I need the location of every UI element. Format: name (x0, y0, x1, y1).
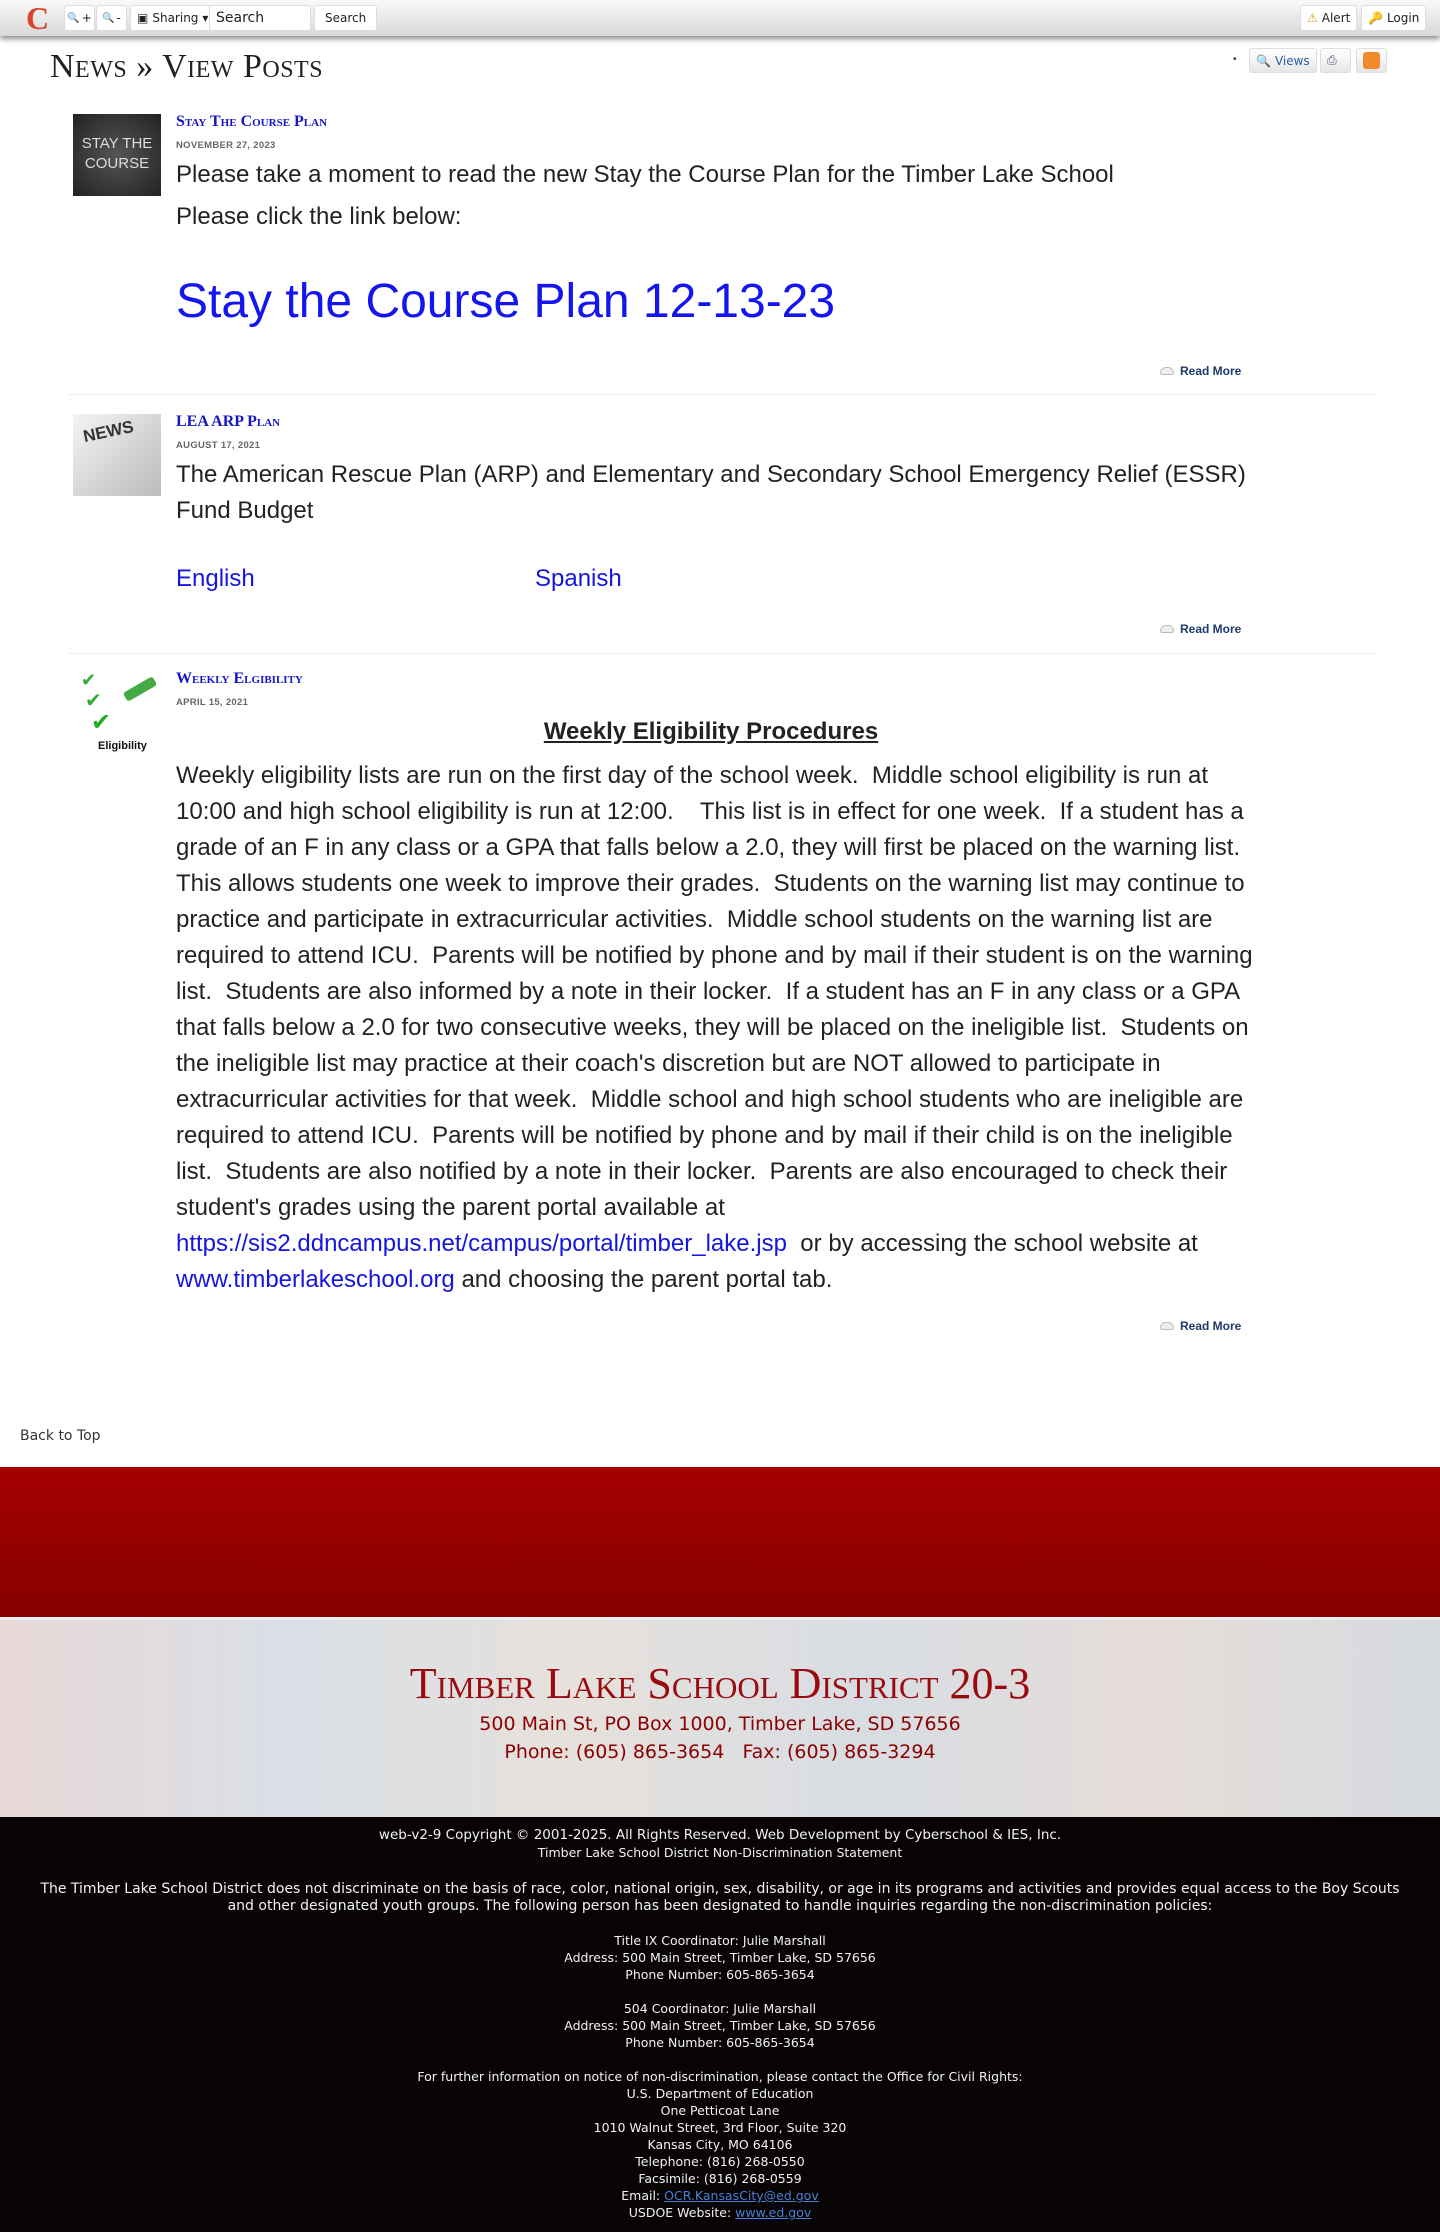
read-more-link[interactable]: Read More (1160, 1319, 1241, 1333)
print-button[interactable] (1320, 48, 1351, 73)
views-button[interactable]: 🔍 Views (1249, 48, 1317, 73)
divider (68, 394, 1378, 395)
504-coordinator: 504 Coordinator: Julie Marshall Address: 500 Main Street, Timber Lake, SD 57656 Phone Number: 605-865-3654 (564, 2001, 876, 2050)
stay-the-course-link[interactable]: Stay the Course Plan 12-13-23 (176, 275, 836, 328)
title-ix-coordinator: Title IX Coordinator: Julie Marshall Address: 500 Main Street, Timber Lake, SD 57656 Phone Number: 605-865-3654 (564, 1933, 876, 1982)
usdoe-website-link[interactable]: www.ed.gov (735, 2205, 812, 2220)
district-name: Timber Lake School District 20-3 (409, 1659, 1031, 1708)
comment-icon (1160, 367, 1174, 375)
key-icon: 🔑 (1368, 11, 1383, 25)
portal-link[interactable]: https://sis2.ddncampus.net/campus/portal/timber_lake.jsp (176, 1230, 787, 1257)
read-more-link[interactable]: Read More (1160, 622, 1241, 636)
search-button[interactable]: Search (314, 5, 377, 31)
share-icon: ▣ (137, 11, 149, 25)
post-title[interactable]: Weekly Elgibility (176, 670, 303, 687)
district-phone: Phone: (605) 865-3654 Fax: (605) 865-3294 (504, 1741, 936, 1763)
bullet: • (1233, 54, 1237, 65)
cyberschool-logo[interactable]: C (26, 0, 50, 36)
comment-icon (1160, 625, 1174, 633)
read-more-link[interactable]: Read More (1160, 364, 1241, 378)
views-icon: 🔍 (1256, 53, 1271, 68)
alert-icon: ⚠ (1307, 11, 1318, 25)
ocr-email-link[interactable]: OCR.KansasCity@ed.gov (664, 2188, 819, 2203)
caret-down-icon: ▾ (202, 11, 209, 25)
school-website-link[interactable]: www.timberlakeschool.org (176, 1266, 455, 1293)
checkmark-icon: ✔ (85, 690, 102, 712)
divider (68, 653, 1378, 654)
nds-title: Timber Lake School District Non-Discrimination Statement (537, 1845, 903, 1860)
checkmark-icon: ✔ (81, 670, 97, 690)
district-banner (0, 1617, 1440, 1817)
nds-statement: The Timber Lake School District does not discriminate on the basis of race, color, national origin, sex, disability, or age in its programs and activities and provides equal access to the Boy Scouts and other designated youth groups. The following person has been designated to handle inquiries regarding the non-discrimination policies: (40, 1881, 1400, 1914)
magnify-icon: 🔍 (67, 12, 80, 24)
red-banner (0, 1467, 1440, 1617)
sharing-dropdown[interactable]: ▣ Sharing ▾ (130, 5, 215, 31)
pen-icon (123, 676, 157, 702)
post-thumbnail[interactable]: NEWS (73, 414, 161, 496)
spanish-link[interactable]: Spanish (535, 565, 622, 592)
alert-button[interactable]: ⚠ Alert (1300, 5, 1357, 31)
post-text: Please click the link below: (176, 203, 462, 230)
footer (0, 1817, 1440, 2232)
printer-icon: ⎙ (1327, 53, 1337, 67)
ocr-contact: For further information on notice of non-discrimination, please contact the Office for Civil Rights: U.S. Department of Education One Petticoat Lane 1010 Walnut Street, 3rd Floor, Suite 320 Kansas City, MO 64106 Telephone: (816) 268-0550 Facsimile: (816) 268-0559 Email: OCR.KansasCity@ed.gov USDOE Website: www.ed.gov (417, 2069, 1023, 2220)
zoom-in-button[interactable]: 🔍 + (64, 5, 95, 31)
copyright: web-v2-9 Copyright © 2001-2025. All Rights Reserved. Web Development by Cyberschool & IES, Inc. (378, 1827, 1062, 1843)
post-date: NOVEMBER 27, 2023 (176, 140, 276, 151)
post-text: The American Rescue Plan (ARP) and Elementary and Secondary School Emergency Relief (ESSR) Fund Budget (176, 461, 1246, 524)
back-to-top-link[interactable]: Back to Top (20, 1428, 101, 1444)
post-date: APRIL 15, 2021 (176, 697, 249, 708)
eligibility-heading: Weekly Eligibility Procedures (543, 718, 879, 745)
post-title[interactable]: Stay The Course Plan (176, 113, 328, 130)
checkmark-icon: ✔ (91, 709, 112, 736)
page-title: News » View Posts (50, 48, 324, 85)
post-date: AUGUST 17, 2021 (176, 440, 261, 451)
rss-button[interactable] (1356, 48, 1387, 73)
post-text: Please take a moment to read the new Stay the Course Plan for the Timber Lake School (176, 161, 1114, 188)
top-toolbar (0, 0, 1440, 36)
district-address: 500 Main St, PO Box 1000, Timber Lake, SD 57656 (479, 1713, 961, 1735)
post-thumbnail[interactable]: ✔ ✔ ✔ Eligibility (73, 670, 161, 752)
post-text: Weekly eligibility lists are run on the first day of the school week. Middle school eligibility is run at 10:00 and high school eligibility is run at 12:00. This list is in effect for one week. If a student has a grade of an F in any class or a GPA that falls below a 2.0, they will first be placed on the warning list. This allows students one week to improve their grades. Students on the warning list may continue to practice and participate in extracurricular activities. Middle school students on the warning list are required to attend ICU. Parents will be notified by phone and by mail if their student is on the warning list. Students are also informed by a note in their locker. If a student has an F in any class or a GPA that falls below a 2.0 for two consecutive weeks, they will be placed on the ineligible list. Students on the ineligible list may practice at their coach's discretion but are NOT allowed to participate in extracurricular activities for that week. Middle school and high school students who are ineligible are required to attend ICU. Parents will be notified by phone and by mail if their child is on the ineligible list. Students are also notified by a note in their locker. Parents are also encouraged to check their student's grades using the parent portal available at https://sis2.ddncampus.net/campus/portal/timber_lake.jsp or by accessing the school website at www.timberlakeschool.org and choosing the parent portal tab. (176, 762, 1260, 1293)
search-input[interactable] (209, 5, 311, 31)
comment-icon (1160, 1322, 1174, 1330)
english-link[interactable]: English (176, 565, 255, 592)
zoom-out-button[interactable]: 🔍 - (96, 5, 127, 31)
rss-icon (1363, 52, 1380, 69)
post-title[interactable]: LEA ARP Plan (176, 413, 281, 430)
magnify-icon: 🔍 (102, 12, 115, 24)
login-button[interactable]: 🔑 Login (1361, 5, 1426, 31)
post-thumbnail[interactable]: STAY THE COURSE (73, 114, 161, 196)
